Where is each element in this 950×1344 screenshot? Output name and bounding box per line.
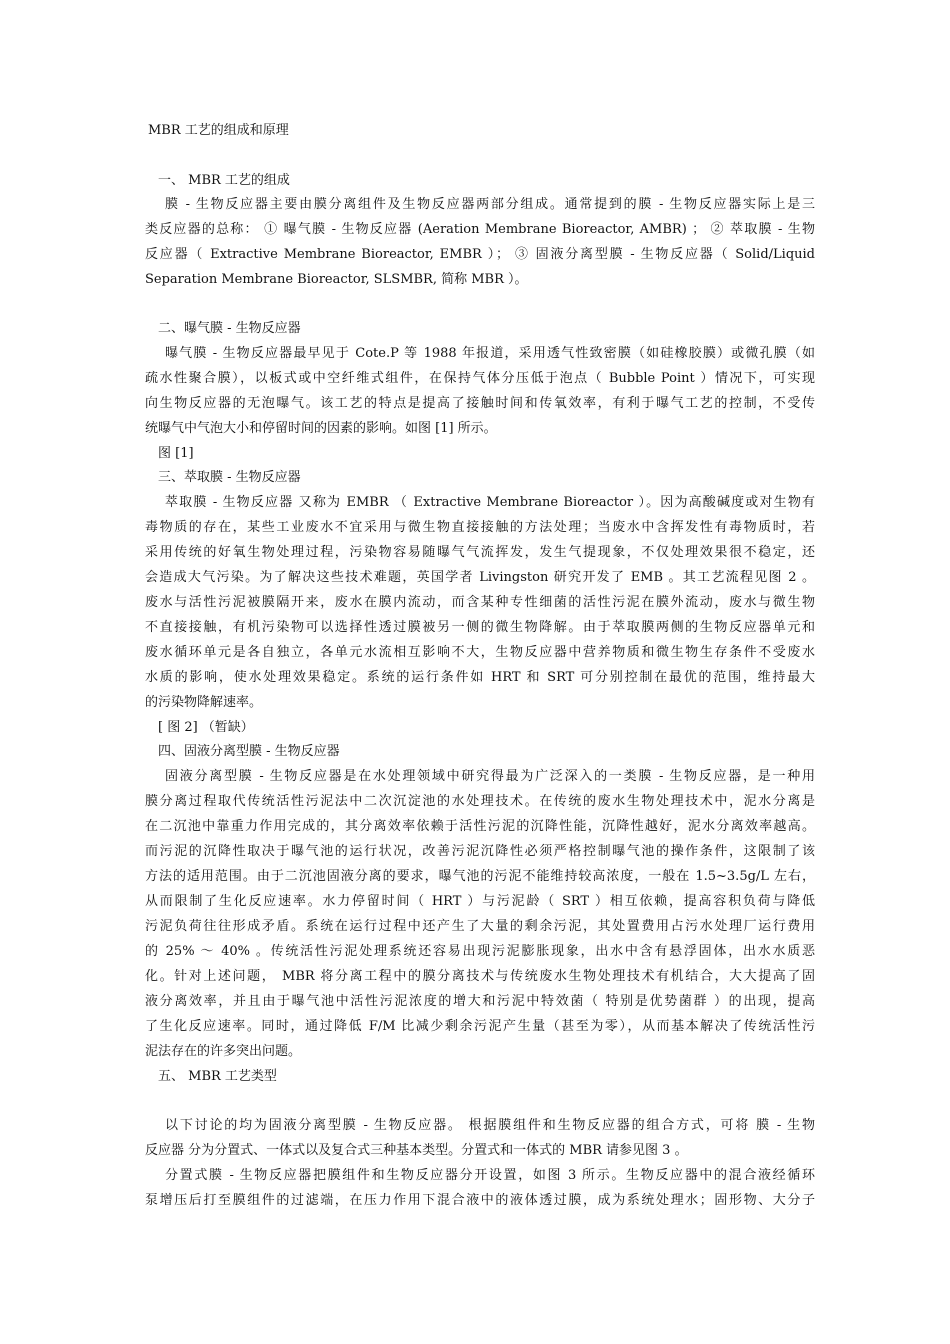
paragraph-line: 方法的适用范围。由于二沉池固液分离的要求，曝气池的污泥不能维持较高浓度，一般在 1.5~3.5g/L 左右， (145, 869, 815, 884)
paragraph-line: 废水循环单元是各自独立，各单元水流相互影响不大，生物反应器中营养物质和微生物生存条件不受废水 (145, 645, 815, 660)
paragraph-line: 的 25% ～ 40% 。传统活性污泥处理系统还容易出现污泥膨胀现象，出水中含有悬浮固体，出水水质恶 (145, 944, 815, 959)
paragraph-line: 液分离效率，并且由于曝气池中活性污泥浓度的增大和污泥中特效菌（ 特别是优势菌群 ）的出现，提高 (145, 994, 815, 1009)
paragraph-line: 萃取膜 - 生物反应器 又称为 EMBR （ Extractive Membrane Bioreactor ）。因为高酸碱度或对生物有 (165, 495, 815, 510)
paragraph-line: 统曝气中气泡大小和停留时间的因素的影响。如图 [1] 所示。 (145, 421, 497, 436)
section-heading: 五、 MBR 工艺类型 (158, 1069, 277, 1084)
doc-title: MBR 工艺的组成和原理 (148, 123, 289, 138)
paragraph-line: 废水与活性污泥被膜隔开来，废水在膜内流动，而含某种专性细菌的活性污泥在膜外流动，废水与微生物 (145, 595, 815, 610)
paragraph-line: 膜 - 生物反应器主要由膜分离组件及生物反应器两部分组成。通常提到的膜 - 生物反应器实际上是三 (165, 197, 815, 212)
figure-caption: [ 图 2] （暂缺） (158, 720, 254, 735)
section-heading: 一、 MBR 工艺的组成 (158, 173, 290, 188)
paragraph-line: 采用传统的好氧生物处理过程，污染物容易随曝气气流挥发，发生气提现象，不仅处理效果很不稳定，还 (145, 545, 815, 560)
paragraph-line: 水质的影响，使水处理效果稳定。系统的运行条件如 HRT 和 SRT 可分别控制在最优的范围，维持最大 (145, 670, 815, 685)
paragraph-line: 会造成大气污染。为了解决这些技术难题，英国学者 Livingston 研究开发了 EMB 。其工艺流程见图 2 。 (145, 570, 815, 585)
paragraph-line: 类反应器的总称： ① 曝气膜 - 生物反应器 (Aeration Membrane Bioreactor, AMBR) ； ② 萃取膜 - 生物 (145, 222, 815, 237)
paragraph-line: Separation Membrane Bioreactor, SLSMBR, 简称 MBR ）。 (145, 272, 528, 287)
paragraph-line: 膜分离过程取代传统活性污泥法中二次沉淀池的水处理技术。在传统的废水生物处理技术中，泥水分离是 (145, 794, 815, 809)
paragraph-line: 化。针对上述问题， MBR 将分离工程中的膜分离技术与传统废水生物处理技术有机结合，大大提高了固 (145, 969, 815, 984)
section-heading: 四、固液分离型膜 - 生物反应器 (158, 744, 340, 759)
paragraph-line: 固液分离型膜 - 生物反应器是在水处理领域中研究得最为广泛深入的一类膜 - 生物反应器，是一种用 (165, 769, 815, 784)
paragraph-line: 而污泥的沉降性取决于曝气池的运行状况，改善污泥沉降性必须严格控制曝气池的操作条件，这限制了该 (145, 844, 815, 859)
paragraph-line: 从而限制了生化反应速率。水力停留时间（ HRT ）与污泥龄（ SRT ）相互依赖，提高容积负荷与降低 (145, 894, 815, 909)
paragraph-line: 反应器 分为分置式、一体式以及复合式三种基本类型。分置式和一体式的 MBR 请参见图 3 。 (145, 1143, 688, 1158)
paragraph-line: 分置式膜 - 生物反应器把膜组件和生物反应器分开设置，如图 3 所示。生物反应器中的混合液经循环 (165, 1168, 815, 1183)
paragraph-line: 不直接接触，有机污染物可以选择性透过膜被另一侧的微生物降解。由于萃取膜两侧的生物反应器单元和 (145, 620, 815, 635)
section-heading: 二、曝气膜 - 生物反应器 (158, 321, 301, 336)
paragraph-line: 反应器（ Extractive Membrane Bioreactor, EMBR ）； ③ 固液分离型膜 - 生物反应器（ Solid/Liquid (145, 247, 815, 262)
paragraph-line: 向生物反应器的无泡曝气。该工艺的特点是提高了接触时间和传氧效率，有利于曝气工艺的控制，不受传 (145, 396, 815, 411)
section-heading: 三、萃取膜 - 生物反应器 (158, 470, 301, 485)
figure-caption: 图 [1] (158, 446, 194, 461)
paragraph-line: 了生化反应速率。同时，通过降低 F/M 比减少剩余污泥产生量（甚至为零），从而基本解决了传统活性污 (145, 1019, 815, 1034)
paragraph-line: 的污染物降解速率。 (145, 695, 263, 710)
paragraph-line: 污泥负荷往往形成矛盾。系统在运行过程中还产生了大量的剩余污泥，其处置费用占污水处理厂运行费用 (145, 919, 815, 934)
paragraph-line: 泵增压后打至膜组件的过滤端，在压力作用下混合液中的液体透过膜，成为系统处理水；固形物、大分子 (145, 1193, 815, 1208)
paragraph-line: 毒物质的存在，某些工业废水不宜采用与微生物直接接触的方法处理；当废水中含挥发性有毒物质时，若 (145, 520, 815, 535)
paragraph-line: 以下讨论的均为固液分离型膜 - 生物反应器。 根据膜组件和生物反应器的组合方式，可将 膜 - 生物 (165, 1118, 815, 1133)
paragraph-line: 疏水性聚合膜），以板式或中空纤维式组件，在保持气体分压低于泡点（ Bubble Point ）情况下，可实现 (145, 371, 815, 386)
paragraph-line: 泥法存在的许多突出问题。 (145, 1044, 302, 1059)
paragraph-line: 曝气膜 - 生物反应器最早见于 Cote.P 等 1988 年报道，采用透气性致密膜（如硅橡胶膜）或微孔膜（如 (165, 346, 815, 361)
paragraph-line: 在二沉池中靠重力作用完成的，其分离效率依赖于活性污泥的沉降性能，沉降性越好，泥水分离效率越高。 (145, 819, 815, 834)
